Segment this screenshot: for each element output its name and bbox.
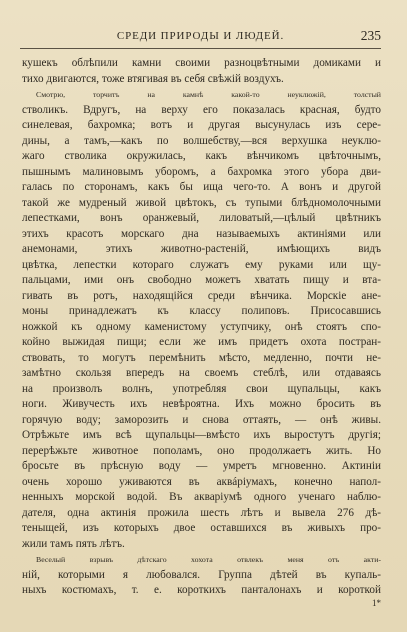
running-title: СРЕДИ ПРИРОДЫ И ЛЮДЕЙ. (116, 30, 285, 42)
text-line: Отрѣжьте имъ всѣ щупальцы—вмѣсто ихъ выростутъ другія; (22, 429, 381, 441)
text-line: кушекъ облѣпили камни своими разноцвѣтными домиками и (22, 57, 381, 69)
text-line: на произволъ волнъ, употребляя свои щупальцы, какъ (22, 382, 381, 395)
text-line: ныхъ костюмахъ, т. е. короткихъ панталонахъ и короткой (22, 584, 381, 596)
text-line: Смотрю, торчитъ на камнѣ какой-то неуклюжій, толстый (36, 90, 381, 99)
text-line: галась по сторонамъ, какъ бы ища чего-то. А вонъ и другой (22, 181, 381, 193)
text-line: койно выжидая пищи; если же имъ придетъ охота постран- (22, 336, 381, 348)
text-line: моны принадлежатъ къ классу полиповъ. Присосавшись (22, 305, 381, 317)
text-line: бросьте въ прѣсную воду — умретъ мгновенно. Актиніи (22, 460, 381, 472)
text-line: жаго стволика окружилась, какъ вѣнчикомъ цвѣточнымъ, (22, 150, 381, 162)
page-number: 235 (360, 28, 381, 43)
text-line: гивать въ ротъ, находящійся среди вѣнчика. Морскіе ане- (22, 289, 381, 302)
text-line: анемонами, этихъ животно-растеній, имѣющихъ видъ (22, 243, 381, 255)
text-line: замѣтно скользя впередъ на своемъ стеблѣ, или отдаваясь (22, 367, 381, 379)
text-line: очень хорошо уживаются въ аквáріумахъ, конечно напол- (22, 475, 381, 488)
text-line: ножкой къ одному каменистому уступчику, онѣ стоятъ спо- (22, 320, 381, 333)
text-line: жили тамъ пять лѣтъ. (22, 537, 125, 550)
text-line: ноги. Живучесть ихъ невѣроятна. Ихъ можно бросить въ (22, 398, 381, 410)
text-line: тихо двигаются, тоже втягивая въ себя свѣжій воздухъ. (22, 72, 284, 85)
text-line: синелевая, бахромка; вотъ и другая высунулась изъ сере- (22, 119, 381, 131)
text-line: ній, которыми я любовался. Группа дѣтей въ купаль- (22, 568, 381, 581)
text-line: ствовать, то могутъ перемѣнить мѣсто, медленно, почти не- (22, 351, 381, 364)
text-line: теныщей, изъ которыхъ двое оставшихся въ живыхъ про- (22, 522, 381, 534)
text-line: перерѣжьте животное пополамъ, оно продолжаетъ жить. Но (22, 444, 381, 457)
text-line: этихъ красотъ морскаго дна называемыхъ актиніями или (22, 227, 381, 240)
body-text (22, 56, 381, 599)
text-line: цвѣтка, лепестки котораго служатъ ему руками или щу- (22, 258, 381, 271)
text-line: пышнымъ малиновымъ уборомъ, а бахромка этого убора дви- (22, 165, 381, 178)
text-line: дателя, одна актинія прожила шесть лѣтъ и вывела 276 дѣ- (22, 506, 381, 519)
text-line: лепестками, вонъ оранжевый, лиловатый,—цѣлый цвѣтникъ (22, 212, 381, 224)
text-line: горячую воду; заморозить и снова оттаять, — онѣ живы. (22, 413, 381, 426)
text-line: Веселый взрывъ дѣтскаго хохота отвлекъ меня отъ акти- (36, 555, 381, 564)
text-line: дины, а тамъ,—какъ по волшебству,—вся верхушка неуклю- (22, 134, 381, 147)
text-line: ненныхъ морской водой. Въ акваріумѣ одного ученаго наблю- (22, 491, 381, 503)
text-line: стволикъ. Вдругъ, на верху его показалась красная, будто (22, 103, 381, 116)
signature-mark: 1* (372, 598, 381, 608)
text-line: такой же мудреный живой цвѣтокъ, съ тупыми блѣдномолочными (22, 196, 381, 209)
page-header (20, 26, 381, 49)
text-line: пальцами, ими онъ свободно можетъ хватать пищу и вта- (22, 274, 381, 286)
